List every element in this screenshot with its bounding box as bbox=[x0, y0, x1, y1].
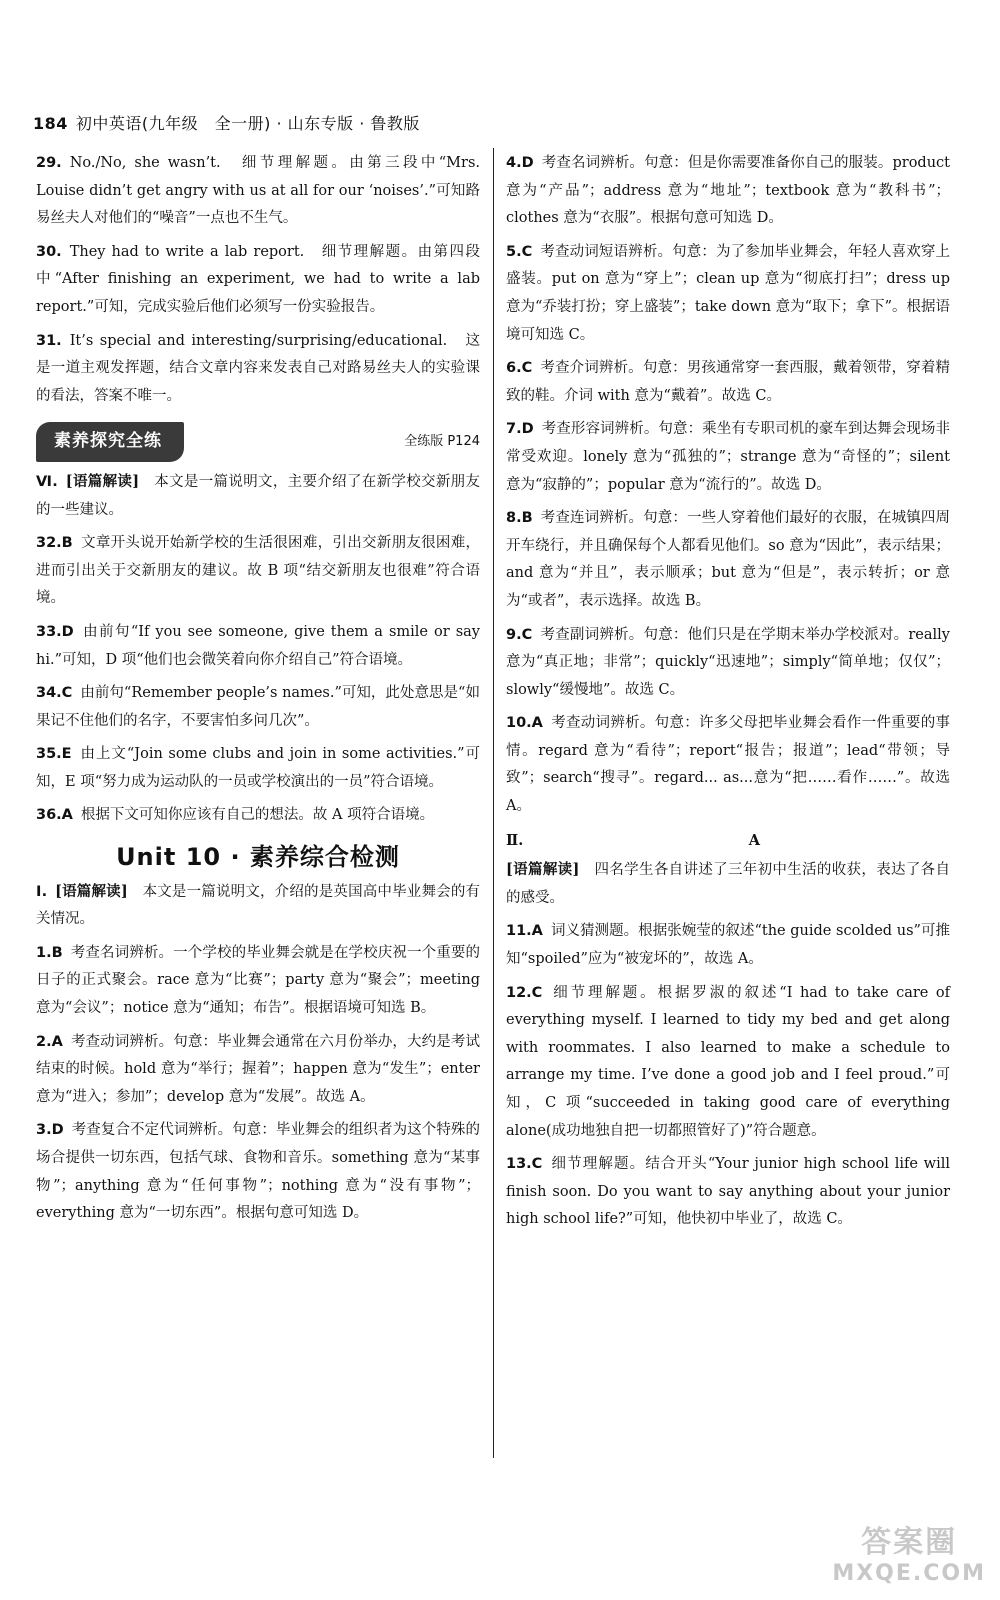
section-text: 本文是一篇说明文，介绍的是英国高中毕业舞会的有关情况。 bbox=[36, 883, 481, 928]
unit-title: Unit 10 · 素养综合检测 bbox=[116, 843, 400, 872]
section-intro bbox=[36, 468, 480, 524]
item-text: 根据下文可知你应该有自己的想法。故 A 项符合语境。 bbox=[80, 807, 435, 824]
item-text: They had to write a lab report. 细节理解题。由第四段中“After finishing an experiment, we had to write a lab report.”可知，完成实验后他们必须写一份实验报告。 bbox=[36, 243, 480, 315]
answer-item bbox=[36, 802, 480, 830]
book-title: 初中英语(九年级 全一册) · 山东专版 · 鲁教版 bbox=[75, 114, 420, 133]
answer-item bbox=[506, 416, 950, 499]
item-number: 30. bbox=[36, 243, 62, 260]
site-watermark bbox=[832, 1517, 986, 1586]
item-number: 12.C bbox=[506, 984, 543, 1001]
item-text: It’s special and interesting/surprising/educational. 这是一道主观发挥题，结合文章内容来发表自己对路易丝夫人的实验课的看法，答案不唯一。 bbox=[36, 332, 480, 404]
answer-item bbox=[36, 940, 480, 1023]
item-text: No./No, she wasn’t. 细节理解题。由第三段中“Mrs. Louise didn’t get angry with us at all for our ‘noises’.”可知路易丝夫人对他们的“噪音”一点也不生气。 bbox=[36, 155, 480, 227]
item-number: 2.A bbox=[36, 1033, 63, 1050]
item-text: 细节理解题。结合开头“Your junior high school life will finish soon. Do you want to say anything about your junior high school life?”可知，他快初中毕业了，故选 C。 bbox=[506, 1156, 950, 1228]
left-column bbox=[36, 150, 480, 1234]
section-banner bbox=[36, 422, 480, 462]
section-label: Ⅵ. bbox=[36, 473, 58, 490]
item-text: 考查副词辨析。句意：他们只是在学期末举办学校派对。really 意为“真正地；非常”；quickly“迅速地”；simply“简单地；仅仅”；slowly“缓慢地”。故选 C。 bbox=[506, 626, 950, 698]
answer-item bbox=[36, 1117, 480, 1227]
item-text: 考查名词辨析。一个学校的毕业舞会就是在学校庆祝一个重要的日子的正式聚会。race 意为“比赛”；party 意为“聚会”；meeting 意为“会议”；notice 意为“通知；布告”。根据语境可知选 B。 bbox=[36, 944, 480, 1017]
item-number: 34.C bbox=[36, 685, 73, 702]
section-sub-label: A bbox=[748, 831, 760, 849]
watermark-mark: 答案圈 bbox=[861, 1525, 958, 1560]
banner-reference: 全练版 P124 bbox=[404, 434, 480, 450]
item-number: 29. bbox=[36, 155, 62, 171]
item-number: 5.C bbox=[506, 243, 533, 260]
section-tag: [语篇解读] bbox=[506, 861, 580, 879]
item-text: 考查复合不定代词辨析。句意：毕业舞会的组织者为这个特殊的场合提供一切东西，包括气球、食物和音乐。something 意为“某事物”；anything 意为“任何事物”；nothing 意为“没有事物”；everything 意为“一切东西”。根据句意可知选 D。 bbox=[36, 1122, 480, 1222]
item-number: 8.B bbox=[506, 510, 533, 527]
answer-item bbox=[506, 622, 950, 705]
item-text: 考查名词辨析。句意：但是你需要准备你自己的服装。product 意为“产品”；address 意为“地址”；textbook 意为“教科书”；clothes 意为“衣服”。根据句意可知选 D。 bbox=[506, 155, 950, 227]
answer-item bbox=[506, 505, 950, 615]
item-number: 31. bbox=[36, 332, 62, 349]
page-number: 184 bbox=[33, 114, 68, 133]
item-text: 考查动词辨析。句意：许多父母把毕业舞会看作一件重要的事情。regard 意为“看待”；report“报告；报道”；lead“带领；导致”；search“搜寻”。regard... as...意为“把……看作……”。故选 A。 bbox=[506, 715, 950, 815]
section-label: Ⅰ. bbox=[36, 883, 48, 900]
answer-item bbox=[506, 918, 950, 973]
answer-item bbox=[506, 1151, 950, 1234]
item-number: 6.C bbox=[506, 360, 533, 377]
answer-item bbox=[506, 150, 950, 233]
item-text: 由前句“If you see someone, give them a smile or say hi.”可知，D 项“他们也会微笑着向你介绍自己”符合语境。 bbox=[36, 623, 480, 668]
section-intro bbox=[506, 856, 950, 912]
answer-item bbox=[506, 710, 950, 820]
item-number: 10.A bbox=[506, 715, 543, 732]
item-number: 33.D bbox=[36, 623, 74, 640]
section-heading bbox=[506, 827, 950, 855]
item-number: 4.D bbox=[506, 155, 534, 171]
item-text: 考查介词辨析。句意：男孩通常穿一套西服，戴着领带，穿着精致的鞋。介词 with 意为“戴着”。故选 C。 bbox=[506, 360, 950, 404]
answer-item bbox=[36, 619, 480, 674]
item-number: 3.D bbox=[36, 1122, 64, 1139]
item-number: 11.A bbox=[506, 923, 543, 940]
answer-item bbox=[36, 530, 480, 613]
column-divider bbox=[493, 148, 494, 1458]
answer-item bbox=[36, 1029, 480, 1112]
answer-item bbox=[36, 680, 480, 735]
item-number: 7.D bbox=[506, 421, 534, 438]
section-label: Ⅱ. bbox=[506, 831, 524, 849]
section-intro bbox=[36, 878, 480, 934]
item-text: 考查动词辨析。句意：毕业舞会通常在六月份举办，大约是考试结束的时候。hold 意为“举行；握着”；happen 意为“发生”；enter 意为“进入；参加”；develop 意为“发展”。故选 A。 bbox=[36, 1033, 480, 1105]
section-text: 四名学生各自讲述了三年初中生活的收获，表达了各自的感受。 bbox=[506, 862, 951, 906]
section-text: 本文是一篇说明文，主要介绍了在新学校交新朋友的一些建议。 bbox=[36, 473, 481, 518]
item-text: 文章开头说开始新学校的生活很困难，引出交新朋友很困难，进而引出关于交新朋友的建议。故 B 项“结交新朋友也很难”符合语境。 bbox=[36, 535, 480, 607]
item-number: 36.A bbox=[36, 807, 73, 824]
item-number: 32.B bbox=[36, 535, 73, 552]
answer-item bbox=[36, 328, 480, 411]
item-number: 35.E bbox=[36, 746, 72, 763]
answer-item bbox=[36, 741, 480, 796]
item-text: 由前句“Remember people’s names.”可知，此处意思是“如果记不住他们的名字，不要害怕多问几次”。 bbox=[36, 685, 480, 729]
item-text: 由上文“Join some clubs and join in some activities.”可知，E 项“努力成为运动队的一员或学校演出的一员”符合语境。 bbox=[36, 746, 480, 790]
banner-label: 素养探究全练 bbox=[36, 422, 184, 462]
item-number: 9.C bbox=[506, 626, 533, 643]
right-column bbox=[506, 150, 950, 1240]
item-text: 细节理解题。根据罗淑的叙述“I had to take care of everything myself. I learned to tidy my bed and get along with roommates. I also learned to make a schedule to arrange my time. I’ve done a good job and I feel proud.”可知，C 项“succeeded in taking good care of everything alone(成功地独自把一切都照管好了)”符合题意。 bbox=[506, 984, 950, 1139]
section-tag: [语篇解读] bbox=[65, 472, 140, 490]
item-number: 13.C bbox=[506, 1156, 543, 1173]
page-header bbox=[33, 111, 973, 134]
item-text: 考查动词短语辨析。句意：为了参加毕业舞会，年轻人喜欢穿上盛装。put on 意为“穿上”；clean up 意为“彻底打扫”；dress up 意为“乔装打扮；穿上盛装”；take down 意为“取下；拿下”。根据语境可知选 C。 bbox=[506, 243, 950, 343]
item-text: 词义猜测题。根据张婉莹的叙述“the guide scolded us”可推知“spoiled”应为“被宠坏的”，故选 A。 bbox=[506, 923, 950, 968]
answer-item bbox=[36, 239, 480, 322]
watermark-site: MXQE.COM bbox=[832, 1561, 986, 1586]
item-text: 考查形容词辨析。句意：乘坐有专职司机的豪车到达舞会现场非常受欢迎。lonely 意为“孤独的”；strange 意为“奇怪的”；silent 意为“寂静的”；popular 意为“流行的”。故选 D。 bbox=[506, 421, 950, 493]
answer-item bbox=[506, 980, 950, 1146]
item-text: 考查连词辨析。句意：一些人穿着他们最好的衣服，在城镇四周开车绕行，并且确保每个人都看见他们。so 意为“因此”，表示结果；and 意为“并且”，表示顺承；but 意为“但是”，表示转折；or 意为“或者”，表示选择。故选 B。 bbox=[506, 510, 950, 609]
answer-item bbox=[506, 239, 950, 349]
item-number: 1.B bbox=[36, 944, 63, 961]
answer-item bbox=[506, 355, 950, 410]
answer-item bbox=[36, 150, 480, 233]
section-tag: [语篇解读] bbox=[55, 882, 128, 900]
